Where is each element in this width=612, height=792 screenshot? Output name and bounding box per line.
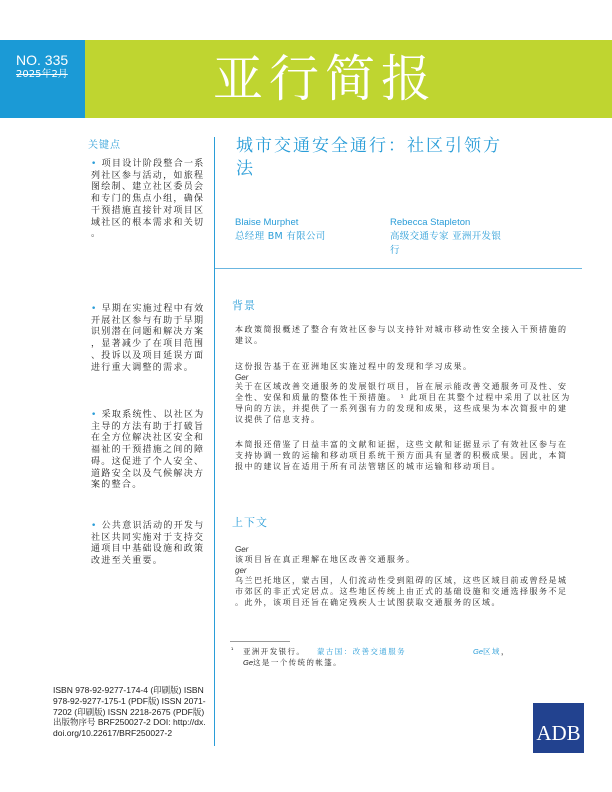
context-heading: 上下文 bbox=[232, 516, 268, 529]
footnote-divider bbox=[230, 641, 290, 642]
background-paragraph: 本简报还借鉴了日益丰富的文献和证据，这些文献和证据显示了有效社区参与在支持协调一致的运输和移动项目系统干预方面具有显著的积极成果。因此，本简报中的建议旨在适用于所有司法管辖区的城市运输和移动项目。 bbox=[235, 440, 568, 471]
footnote-link[interactable]: 蒙古国：改善交通服务 bbox=[317, 647, 406, 656]
footnote-note-prefix: Ge bbox=[243, 658, 254, 667]
author-divider bbox=[215, 268, 582, 269]
context-paragraph: 乌兰巴托地区，蒙古国，人们流动性受到阻碍的区域，这些区域目前或曾经是城市郊区的非正式定居点。这些地区传统上由正式的基础设施和交通选择服务不足。此外，该项目还旨在确定残疾人士试图获取交通服务的区域。 bbox=[235, 576, 568, 607]
key-point-text: 采取系统性、以社区为主导的方法有助于打破旨在全方位解决社区安全和福祉的干预措施之间的障碍。这促进了个人安全、道路安全以及气候解决方案的整合。 bbox=[91, 410, 205, 491]
context-paragraph: 该项目旨在真正理解在地区改善交通服务。 bbox=[235, 555, 416, 564]
footnote-comma: ， bbox=[501, 647, 510, 656]
background-paragraph: 关于在区域改善交通服务的发展银行项目，旨在展示能改善交通服务可及性、安全性、安保和质量的整体性干预措施。 ¹ 此项目在其整个过程中采用了以社区为导向的方法，并提供了一系列强有力的发现和成果，这些成果为本次简报中的建议提供了信息支持。 bbox=[235, 382, 571, 424]
author-role: 总经理 BM 有限公司 bbox=[235, 231, 326, 242]
author-name: Rebecca Stapleton bbox=[390, 217, 471, 228]
key-point-text: 公共意识活动的开发与社区共同实施对于支持交通项目中基础设施和政策改进至关重要。 bbox=[91, 521, 205, 567]
series-title-bar bbox=[85, 40, 612, 118]
footnote-region-link[interactable] bbox=[473, 646, 501, 657]
issue-date: 2025年2月 bbox=[16, 69, 68, 80]
author-block bbox=[390, 216, 502, 258]
footnote-region-prefix: Ge bbox=[473, 647, 484, 656]
series-title: 亚行简报 bbox=[213, 50, 437, 108]
adb-logo bbox=[533, 703, 584, 753]
adb-logo-text: ADB bbox=[536, 721, 581, 745]
bullet-icon: • bbox=[91, 304, 98, 314]
footnote-source: 亚洲开发银行。 bbox=[243, 647, 306, 656]
background-note: Ger bbox=[235, 373, 249, 382]
key-points-heading: 关键点 bbox=[88, 140, 121, 151]
key-point-item bbox=[91, 159, 213, 241]
key-point-item bbox=[91, 521, 213, 568]
footnote-region-text: 区域 bbox=[483, 647, 501, 656]
context-note: ger bbox=[235, 566, 247, 575]
author-block bbox=[235, 216, 347, 244]
footnote-note-text: 这是一个传统的帐篷。 bbox=[253, 658, 343, 667]
context-note: Ger bbox=[235, 545, 249, 554]
key-point-text: 早期在实施过程中有效开展社区参与有助于早期识别潜在问题和解决方案，显著减少了在项目范围、投诉以及项目延误方面进行重大调整的需求。 bbox=[91, 304, 205, 373]
issue-box bbox=[0, 40, 85, 118]
article-title: 城市交通安全通行：社区引领方法 bbox=[236, 136, 502, 179]
background-paragraph: 本政策简报概述了整合有效社区参与以支持针对城市移动性安全接入干预措施的建议。 bbox=[235, 325, 568, 345]
publication-info: ISBN 978-92-9277-174-4 (印刷版) ISBN 978-92-9277-175-1 (PDF版) ISSN 2071-7202 (印刷版) ISSN 2218-2675 (PDF版) 出版物序号 BRF250027-2 DOI: http://dx.doi.org/10.22617/BRF250027-2 bbox=[53, 685, 206, 739]
bullet-icon: • bbox=[91, 521, 98, 531]
author-role: 高级交通专家 亚洲开发银行 bbox=[390, 231, 502, 256]
key-point-text: 项目设计阶段整合一系列社区参与活动，如旅程图绘制、建立社区委员会和专门的焦点小组，确保干预措施直接针对项目区域社区的根本需求和关切。 bbox=[91, 159, 205, 240]
background-paragraph: 这份报告基于在亚洲地区实施过程中的发现和学习成果。 bbox=[235, 362, 473, 371]
key-point-item bbox=[91, 304, 213, 374]
author-name: Blaise Murphet bbox=[235, 217, 299, 228]
background-heading: 背景 bbox=[232, 299, 256, 312]
footnote-marker: ¹ bbox=[231, 647, 235, 654]
key-point-item bbox=[91, 410, 213, 492]
footnote-note bbox=[243, 657, 342, 668]
bullet-icon: • bbox=[91, 159, 98, 169]
issue-number: NO. 335 bbox=[16, 52, 69, 68]
bullet-icon: • bbox=[91, 410, 98, 420]
column-divider bbox=[214, 137, 215, 746]
